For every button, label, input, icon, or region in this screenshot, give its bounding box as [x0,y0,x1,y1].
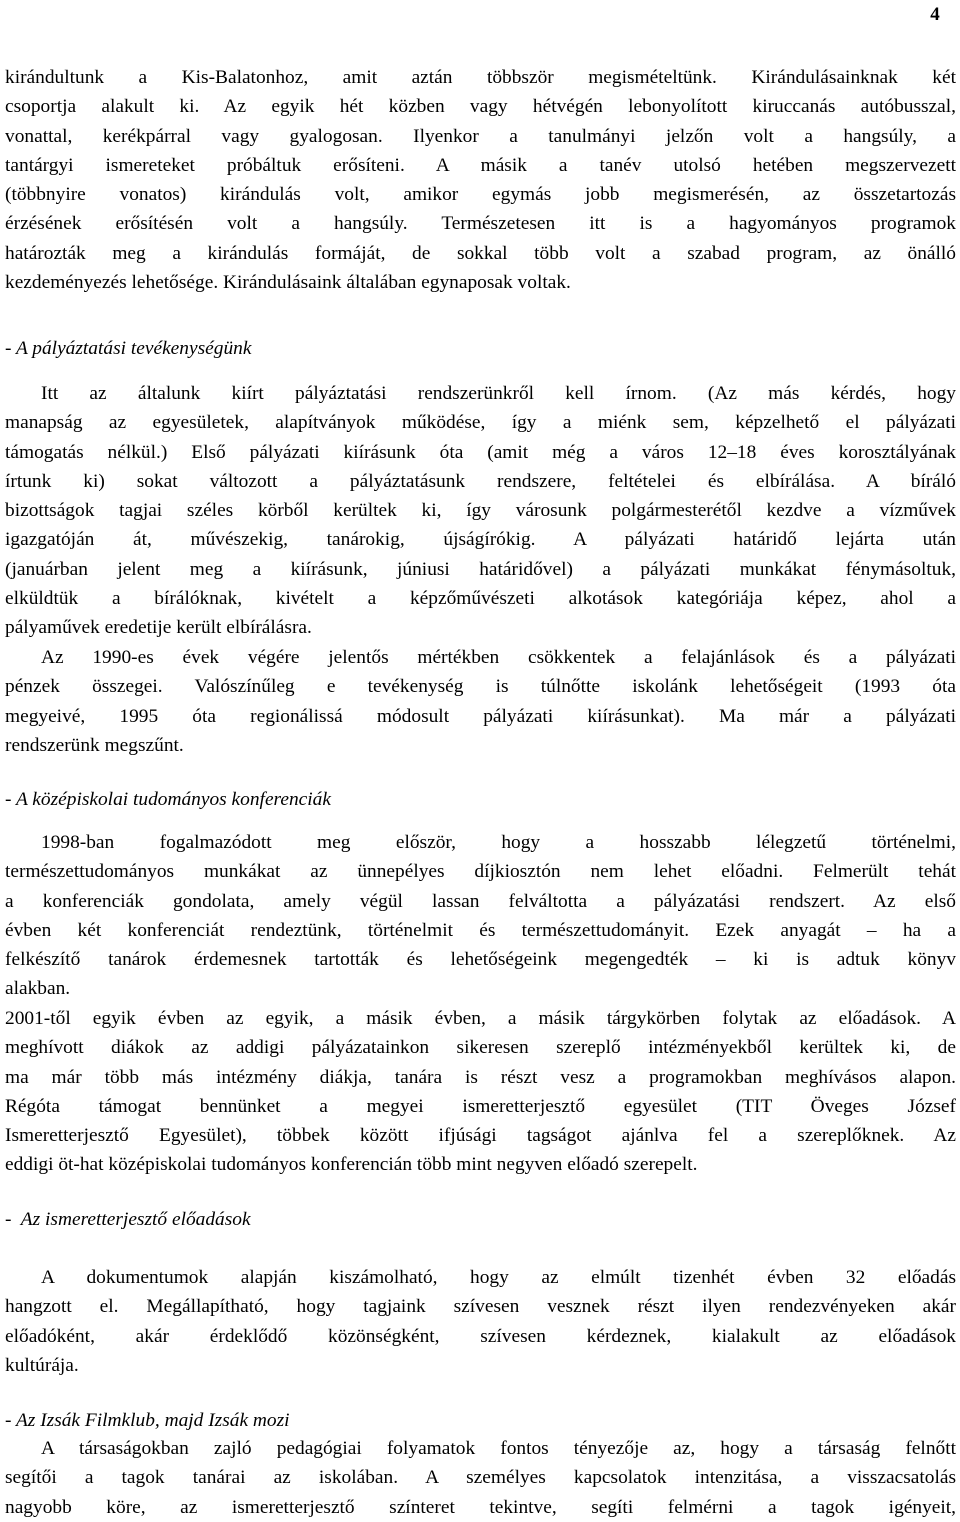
text-line: igazgatóján át, művészekig, tanárokig, újságírókig. A pályázati határidő lejárta után [5,529,956,551]
text-line: kirándultunk a Kis-Balatonhoz, amit aztán többször megismételtünk. Kirándulásainknak két [5,67,956,88]
text-line: (januárban jelent meg a kiírásunk, júniusi határidővel) a pályázati munkákat fénymásoltuk, [5,558,956,580]
section-heading-conferences: - A középiskolai tudományos konferenciák [5,789,331,810]
text-line: ma már több más intézmény diákja, tanára is részt vesz a programokban meghívásos alapon. [5,1066,956,1088]
text-line: támogatás nélkül.) Első pályázati kiírásunk óta (amit még a város 12–18 éves korosztályának [5,441,956,463]
text-line: érzésének erősítésén volt a hangsúly. Természetesen itt is a hagyományos programok [5,213,956,235]
paragraph-conferences-since-2001 [5,1004,956,1180]
text-line: alakban. [5,978,71,1000]
text-line: A társaságokban zajló pedagógiai folyamatok fontos tényezője az, hogy a társaság felnőtt [41,1438,956,1459]
text-line: kultúrája. [5,1354,79,1376]
text-line: pénzek összegei. Valószínűleg e tevékenység is túlnőtte iskolánk lehetőségeit (1993 óta [5,676,956,698]
section-heading-film-club: - Az Izsák Filmklub, majd Izsák mozi [5,1410,290,1431]
paragraph-conferences-origin [5,828,956,1004]
text-line: a konferenciák gondolata, amely végül lassan felváltotta a pályázatási rendszert. Az első [5,890,956,912]
paragraph-tendering-system [5,379,956,643]
paragraph-lectures [5,1263,956,1380]
text-line: bizottságok tagjai széles körből kerültek ki, így városunk polgármesterétől kezdve a vízművek [5,500,956,522]
text-line: felkészítő tanárok érdemesnek tartották és lehetőségeink megengedték – ki is adtuk könyv [5,949,956,971]
text-line: pályaművek eredetije került elbírálásra. [5,617,312,639]
text-line: manapság az egyesületek, alapítványok működése, így a miénk sem, képzelhető el pályázati [5,412,956,434]
text-line: meghívott diákok az addigi pályázatainkon sikeresen szereplő intézményekből kerültek ki, de [5,1037,956,1059]
section-heading-lectures: - Az ismeretterjesztő előadások [5,1209,251,1230]
text-line: vonattal, kerékpárral vagy gyalogosan. Ilyenkor a tanulmányi jelzőn volt a hangsúly, a [5,125,956,147]
text-line: elküldtük a bírálóknak, kivételt a képzőművészeti alkotások kategóriája képez, ahol a [5,588,956,610]
text-line: Az 1990-es évek végére jelentős mértékben csökkentek a felajánlások és a pályázati [41,647,956,668]
text-line: rendszerünk megszűnt. [5,734,184,756]
text-line: megyeivé, 1995 óta regionálissá módosult pályázati kiírásunkat). Ma már a pályázati [5,705,956,727]
paragraph-tendering-decline [5,643,956,760]
section-heading-tendering: - A pályáztatási tevékenységünk [5,338,252,359]
paragraph-school-trips [5,63,956,297]
text-line: Itt az általunk kiírt pályáztatási rendszerünkről kell írnom. (Az más kérdés, hogy [41,383,956,404]
text-line: előadóként, akár érdeklődő közönségként, szívesen kérdeznek, kialakult az előadások [5,1325,956,1347]
text-line: tantárgyi ismereteket próbáltuk erősíteni. A másik a tanév utolsó hetében megszervezett [5,154,956,176]
text-line: Ismeretterjesztő Egyesület), többek között ifjúsági tagságot ajánlva fel a szereplőknek. Az [5,1125,956,1147]
text-line: 1998-ban fogalmazódott meg először, hogy a hosszabb lélegzetű történelmi, [41,832,956,853]
text-line: határozták meg a kirándulás formáját, de sokkal több volt a szabad program, az önálló [5,242,956,264]
text-line: 2001-től egyik évben az egyik, a másik évben, a másik tárgykörben folytak az előadások. A [5,1008,956,1029]
text-line: hangzott el. Megállapítható, hogy tagjaink szívesen vesznek részt ilyen rendezvényeken akár [5,1296,956,1318]
text-line: írtunk ki) sokat változott a pályáztatásunk rendszere, feltételei és elbírálása. A bíráló [5,470,956,492]
page-number: 4 [930,4,940,25]
text-line: nagyobb köre, az ismeretterjesztő színteret tekintve, segíti felmérni a tagok igényeit, [5,1496,956,1518]
text-line: természettudományos munkákat az ünnepélyes díjkiosztón nem lehet előadni. Felmerült tehát [5,861,956,883]
paragraph-film-club [5,1434,956,1522]
text-line: kezdeményezés lehetősége. Kirándulásaink általában egynaposak voltak. [5,272,571,294]
text-line: eddigi öt-hat középiskolai tudományos konferencián több mint negyven előadó szerepelt. [5,1154,698,1176]
text-line: csoportja alakult ki. Az egyik hét közben vagy hétvégén lebonyolított kiruccanás autóbusszal, [5,96,956,118]
text-line: Régóta támogat bennünket a megyei ismeretterjesztő egyesület (TIT Öveges József [5,1095,956,1117]
text-line: A dokumentumok alapján kiszámolható, hogy az elmúlt tizenhét évben 32 előadás [41,1267,956,1288]
text-line: segítői a tagok tanárai az iskolában. A személyes kapcsolatok intenzitása, a visszacsatolás [5,1467,956,1489]
text-line: (többnyire vonatos) kirándulás volt, amikor egymás jobb megismerésén, az összetartozás [5,184,956,206]
text-line: évben két konferenciát rendeztünk, történelmit és természettudományit. Ezek anyagát – ha a [5,919,956,941]
